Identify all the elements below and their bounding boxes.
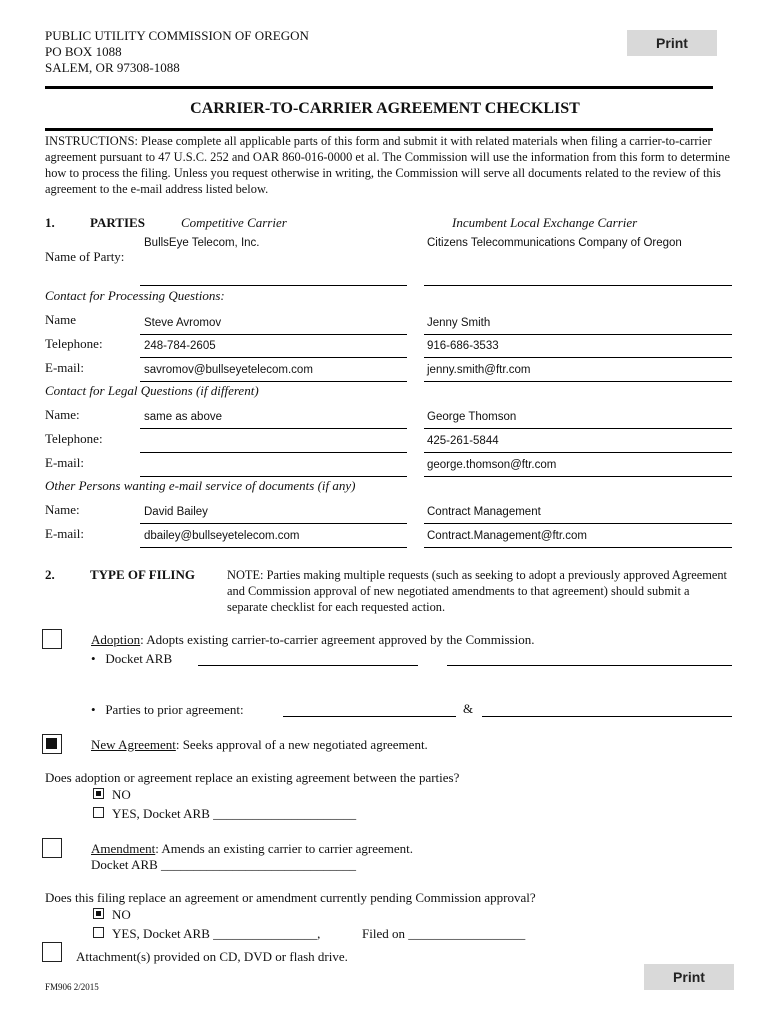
q1-no-row[interactable] <box>93 787 131 803</box>
other-c1-email[interactable]: dbailey@bullseyetelecom.com <box>144 530 300 542</box>
amendment-label: Amendment <box>91 841 156 856</box>
party2-line <box>424 285 732 286</box>
legal-c1-name[interactable]: same as above <box>144 411 222 423</box>
line <box>140 428 407 429</box>
title-rule <box>45 128 713 131</box>
prior-party1-line[interactable] <box>283 716 456 717</box>
prior-party2-line[interactable] <box>482 716 732 717</box>
party2-name[interactable]: Citizens Telecommunications Company of Oregon <box>427 237 682 249</box>
line <box>140 476 407 477</box>
proc-c1-phone[interactable]: 248-784-2605 <box>144 340 216 352</box>
question-1: Does adoption or agreement replace an existing agreement between the parties? <box>45 770 460 785</box>
filing-note: NOTE: Parties making multiple requests (such as seeking to adopt a previously approved Agreement and Commission approval of new negotiated amendments to that agreement) should submit a separate checklist for each requested action. <box>227 568 727 614</box>
q1-yes-checkbox[interactable] <box>93 807 104 818</box>
print-button-top[interactable]: Print <box>627 30 717 56</box>
proc-c1-name[interactable]: Steve Avromov <box>144 317 222 329</box>
col2-heading: Incumbent Local Exchange Carrier <box>452 215 638 230</box>
bullet: • <box>91 702 106 717</box>
adoption-label: Adoption <box>91 632 141 647</box>
q1-no-label: NO <box>112 787 131 802</box>
other-c2-name[interactable]: Contract Management <box>427 506 541 518</box>
other-name-label: Name: <box>45 502 80 517</box>
adoption-docket-line-2[interactable] <box>447 665 732 666</box>
page-title: CARRIER-TO-CARRIER AGREEMENT CHECKLIST <box>190 100 580 117</box>
section-1-number: 1. <box>45 215 55 230</box>
amendment-row <box>91 841 413 857</box>
party1-name[interactable]: BullsEye Telecom, Inc. <box>144 237 260 249</box>
new-agreement-label: New Agreement <box>91 737 176 752</box>
legal-c2-phone[interactable]: 425-261-5844 <box>427 435 499 447</box>
adoption-checkbox[interactable] <box>42 629 62 649</box>
legal-c2-email[interactable]: george.thomson@ftr.com <box>427 459 557 471</box>
line <box>140 452 407 453</box>
proc-c1-email[interactable]: savromov@bullseyetelecom.com <box>144 364 313 376</box>
prior-agreement-label: Parties to prior agreement: <box>105 702 244 717</box>
proc-c2-email[interactable]: jenny.smith@ftr.com <box>427 364 531 376</box>
q2-filed-on: Filed on __________________ <box>362 926 526 941</box>
line <box>424 428 732 429</box>
line <box>424 334 732 335</box>
line <box>424 547 732 548</box>
proc-c2-phone[interactable]: 916-686-3533 <box>427 340 499 352</box>
q1-yes-label: YES, Docket ARB ______________________ <box>112 806 357 821</box>
legal-phone-label: Telephone: <box>45 431 103 446</box>
adoption-text: : Adopts existing carrier-to-carrier agreement approved by the Commission. <box>140 632 535 647</box>
adoption-docket-row <box>91 651 172 667</box>
legal-name-label: Name: <box>45 407 80 422</box>
instructions: INSTRUCTIONS: Please complete all applicable parts of this form and submit it with related materials when filing a carrier-to-carrier agreement pursuant to 47 U.S.C. 252 and OAR 860-016-0000 et al. The Commission will use the information from this form to determine how to process the filing. Unless you request otherwise in writing, the Commission will serve all documents related to the review of this agreement to the e-mail address listed below. <box>45 134 730 196</box>
print-button-bottom[interactable]: Print <box>644 964 734 990</box>
q1-yes-row[interactable] <box>93 806 356 822</box>
section-2-number: 2. <box>45 567 55 582</box>
attachment-text: Attachment(s) provided on CD, DVD or flash drive. <box>76 949 348 964</box>
other-c2-email[interactable]: Contract.Management@ftr.com <box>427 530 587 542</box>
q2-no-row[interactable] <box>93 907 131 923</box>
other-heading: Other Persons wanting e-mail service of documents (if any) <box>45 478 356 493</box>
bullet: • <box>91 651 106 666</box>
attachment-checkbox[interactable] <box>42 942 62 962</box>
adoption-docket-label: Docket ARB <box>105 651 173 666</box>
proc-name-label: Name <box>45 312 77 327</box>
legal-email-label: E-mail: <box>45 455 84 470</box>
proc-email-label: E-mail: <box>45 360 84 375</box>
form-id: FM906 2/2015 <box>45 982 99 992</box>
line <box>424 476 732 477</box>
legal-heading: Contact for Legal Questions (if different) <box>45 383 259 398</box>
line <box>424 452 732 453</box>
q1-no-checkbox[interactable] <box>93 788 104 799</box>
new-agreement-text: : Seeks approval of a new negotiated agreement. <box>175 737 428 752</box>
q2-yes-row[interactable] <box>93 926 320 942</box>
amendment-text: : Amends an existing carrier to carrier agreement. <box>155 841 413 856</box>
q2-yes-checkbox[interactable] <box>93 927 104 938</box>
address-line-1: PUBLIC UTILITY COMMISSION OF OREGON <box>45 28 309 43</box>
new-agreement-checkbox[interactable] <box>42 734 62 754</box>
line <box>140 357 407 358</box>
line <box>140 523 407 524</box>
section-2-heading: TYPE OF FILING <box>90 567 195 582</box>
new-agreement-row <box>91 737 428 753</box>
line <box>424 523 732 524</box>
section-1-heading: PARTIES <box>90 215 145 230</box>
prior-agreement-row <box>91 702 244 718</box>
line <box>140 381 407 382</box>
col1-heading: Competitive Carrier <box>181 215 287 230</box>
name-of-party-label: Name of Party: <box>45 249 125 264</box>
processing-heading: Contact for Processing Questions: <box>45 288 225 303</box>
ampersand: & <box>463 701 474 716</box>
legal-c2-name[interactable]: George Thomson <box>427 411 517 423</box>
address-line-3: SALEM, OR 97308-1088 <box>45 60 180 75</box>
line <box>140 334 407 335</box>
line <box>424 357 732 358</box>
q2-yes-label: YES, Docket ARB ________________, <box>112 926 321 941</box>
party1-line <box>140 285 407 286</box>
question-2: Does this filing replace an agreement or amendment currently pending Commission approval? <box>45 890 536 905</box>
q2-no-label: NO <box>112 907 131 922</box>
address-line-2: PO BOX 1088 <box>45 44 122 59</box>
q2-no-checkbox[interactable] <box>93 908 104 919</box>
amendment-docket: Docket ARB ______________________________ <box>91 857 357 872</box>
adoption-row <box>91 632 534 648</box>
proc-phone-label: Telephone: <box>45 336 103 351</box>
line <box>140 547 407 548</box>
address-block <box>45 28 309 76</box>
other-email-label: E-mail: <box>45 526 84 541</box>
amendment-checkbox[interactable] <box>42 838 62 858</box>
header-rule <box>45 86 713 89</box>
line <box>424 381 732 382</box>
adoption-docket-line[interactable] <box>198 665 418 666</box>
other-c1-name[interactable]: David Bailey <box>144 506 208 518</box>
proc-c2-name[interactable]: Jenny Smith <box>427 317 491 329</box>
